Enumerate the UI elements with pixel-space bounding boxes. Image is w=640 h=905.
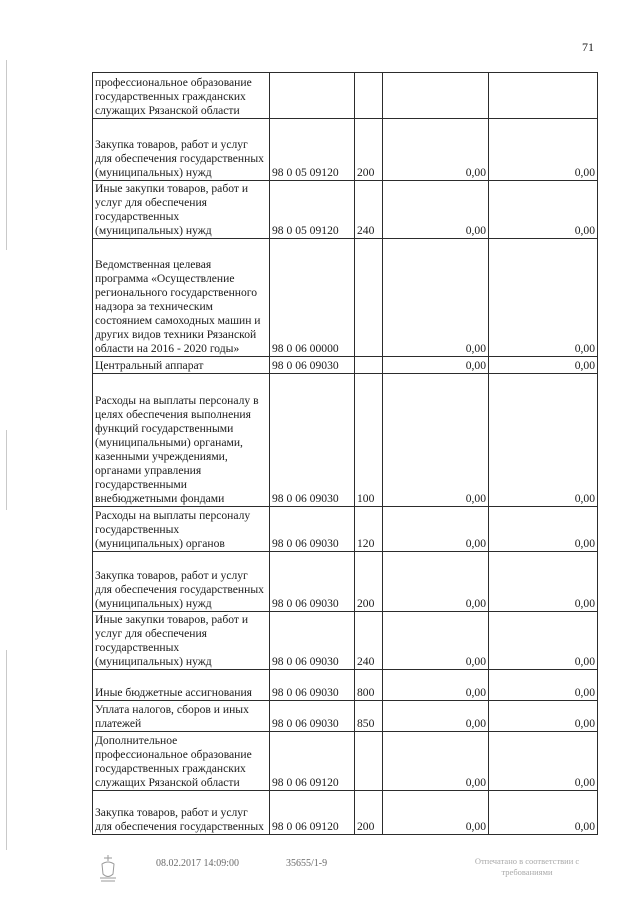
- row-type-cell: 240: [355, 612, 383, 670]
- row-amount2-cell: 0,00: [489, 791, 598, 835]
- row-name-cell: Центральный аппарат: [93, 357, 270, 374]
- row-name-cell: Расходы на выплаты персоналу в целях обеспечения выполнения функций государственными (муниципальными) органами, казенными учреждениями, органами управления государственными внебюджетными фондами: [93, 374, 270, 507]
- row-type-cell: 200: [355, 552, 383, 612]
- row-amount1-cell: 0,00: [383, 791, 489, 835]
- row-amount1-cell: 0,00: [383, 181, 489, 239]
- row-type-cell: 240: [355, 181, 383, 239]
- row-code-cell: 98 0 06 09030: [270, 507, 355, 552]
- row-code-cell: 98 0 06 09030: [270, 552, 355, 612]
- table-row: [93, 357, 598, 374]
- row-amount1-cell: 0,00: [383, 732, 489, 791]
- row-type-cell: [355, 357, 383, 374]
- row-amount1-cell: 0,00: [383, 239, 489, 357]
- table-row: [93, 181, 598, 239]
- row-code-cell: 98 0 06 09120: [270, 791, 355, 835]
- row-amount2-cell: 0,00: [489, 357, 598, 374]
- budget-table: [92, 72, 598, 835]
- row-type-cell: [355, 239, 383, 357]
- row-amount1-cell: 0,00: [383, 119, 489, 181]
- row-amount1-cell: [383, 73, 489, 119]
- footer-timestamp: 08.02.2017 14:09:00: [156, 858, 240, 869]
- row-type-cell: 120: [355, 507, 383, 552]
- row-name-cell: Иные закупки товаров, работ и услуг для обеспечения государственных (муниципальных) нужд: [93, 612, 270, 670]
- row-type-cell: 200: [355, 791, 383, 835]
- row-type-cell: 200: [355, 119, 383, 181]
- row-code-cell: 98 0 06 09030: [270, 670, 355, 701]
- table-row: [93, 670, 598, 701]
- row-code-cell: 98 0 06 00000: [270, 239, 355, 357]
- row-code-cell: 98 0 05 09120: [270, 181, 355, 239]
- row-type-cell: 800: [355, 670, 383, 701]
- row-code-cell: 98 0 06 09030: [270, 701, 355, 732]
- row-amount2-cell: 0,00: [489, 181, 598, 239]
- row-amount1-cell: 0,00: [383, 701, 489, 732]
- row-amount2-cell: 0,00: [489, 552, 598, 612]
- row-type-cell: [355, 73, 383, 119]
- table-row: [93, 552, 598, 612]
- row-code-cell: 98 0 06 09030: [270, 612, 355, 670]
- scan-margin-line: [6, 430, 7, 510]
- page-number: 71: [582, 40, 594, 54]
- row-code-cell: 98 0 06 09030: [270, 357, 355, 374]
- emblem-icon: [96, 852, 120, 884]
- row-amount1-cell: 0,00: [383, 357, 489, 374]
- row-amount2-cell: 0,00: [489, 732, 598, 791]
- row-code-cell: 98 0 06 09120: [270, 732, 355, 791]
- footer-note: Отпечатано в соответствии с требованиями: [474, 856, 580, 877]
- table-row: [93, 239, 598, 357]
- table-row: [93, 73, 598, 119]
- table-row: [93, 374, 598, 507]
- row-name-cell: Закупка товаров, работ и услуг для обеспечения государственных (муниципальных) нужд: [93, 119, 270, 181]
- row-name-cell: Расходы на выплаты персоналу государственных (муниципальных) органов: [93, 507, 270, 552]
- table-row: [93, 732, 598, 791]
- footer-doc-number: 35655/1-9: [286, 858, 328, 869]
- row-amount1-cell: 0,00: [383, 374, 489, 507]
- table-row: [93, 507, 598, 552]
- row-name-cell: профессиональное образование государственных гражданских служащих Рязанской области: [93, 73, 270, 119]
- row-name-cell: Ведомственная целевая программа «Осуществление регионального государственного надзора за техническим состоянием самоходных машин и других видов техники Рязанской области на 2016 - 2020 годы»: [93, 239, 270, 357]
- row-name-cell: Иные закупки товаров, работ и услуг для обеспечения государственных (муниципальных) нужд: [93, 181, 270, 239]
- row-type-cell: 850: [355, 701, 383, 732]
- row-code-cell: 98 0 05 09120: [270, 119, 355, 181]
- row-amount2-cell: 0,00: [489, 119, 598, 181]
- row-amount1-cell: 0,00: [383, 552, 489, 612]
- row-amount2-cell: 0,00: [489, 239, 598, 357]
- row-amount2-cell: 0,00: [489, 670, 598, 701]
- row-amount2-cell: 0,00: [489, 701, 598, 732]
- row-amount1-cell: 0,00: [383, 612, 489, 670]
- row-type-cell: 100: [355, 374, 383, 507]
- table-row: [93, 791, 598, 835]
- row-amount2-cell: 0,00: [489, 374, 598, 507]
- row-name-cell: Закупка товаров, работ и услуг для обеспечения государственных (муниципальных) нужд: [93, 552, 270, 612]
- scan-margin-line: [6, 650, 7, 850]
- row-code-cell: 98 0 06 09030: [270, 374, 355, 507]
- row-amount1-cell: 0,00: [383, 507, 489, 552]
- row-name-cell: Дополнительное профессиональное образование государственных гражданских служащих Рязанской области: [93, 732, 270, 791]
- scan-margin-line: [6, 60, 7, 250]
- row-name-cell: Уплата налогов, сборов и иных платежей: [93, 701, 270, 732]
- row-amount2-cell: 0,00: [489, 612, 598, 670]
- row-amount2-cell: 0,00: [489, 507, 598, 552]
- row-code-cell: [270, 73, 355, 119]
- row-type-cell: [355, 732, 383, 791]
- row-amount1-cell: 0,00: [383, 670, 489, 701]
- row-name-cell: Иные бюджетные ассигнования: [93, 670, 270, 701]
- table-row: [93, 701, 598, 732]
- table-row: [93, 119, 598, 181]
- row-name-cell: Закупка товаров, работ и услуг для обеспечения государственных: [93, 791, 270, 835]
- row-amount2-cell: [489, 73, 598, 119]
- table-row: [93, 612, 598, 670]
